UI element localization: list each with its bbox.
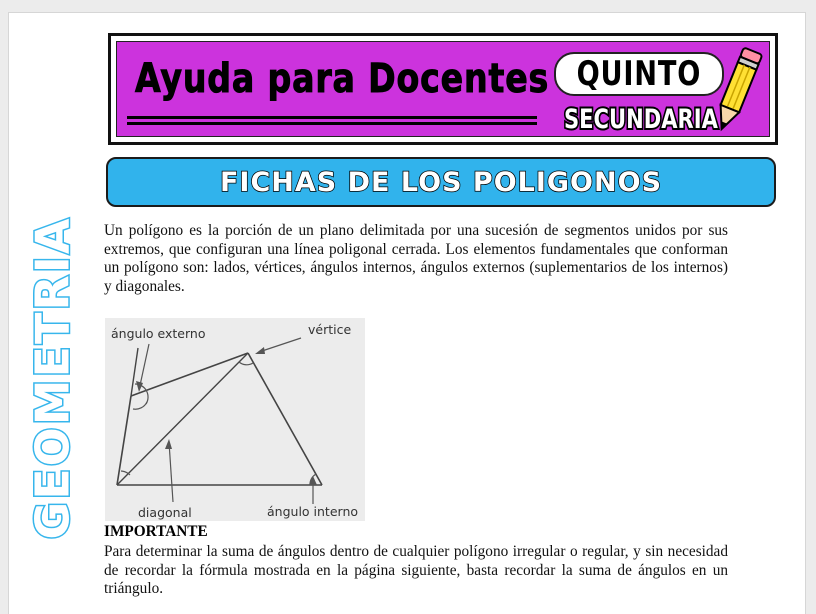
banner-stripe xyxy=(127,122,537,125)
intro-paragraph: Un polígono es la porción de un plano delimitada por una sucesión de segmentos unidos por sus extremos, que configuran una línea poligonal cerrada. Los elementos fundamentales que conforman un polígono son: lados, vértices, ángulos internos, ángulos externos (suplementarios de los internos) y diagonales. xyxy=(104,222,728,295)
diagonal-label: diagonal xyxy=(138,505,192,520)
pencil-icon xyxy=(709,44,765,138)
section-title-bar xyxy=(106,157,776,207)
banner-stripe xyxy=(127,116,537,119)
vertex-label: vértice xyxy=(308,322,352,337)
header-banner xyxy=(108,33,778,145)
polygon-diagram xyxy=(105,318,365,521)
grade-text: QUINTO xyxy=(576,54,702,94)
side-subject-text: GEOMETRIA xyxy=(25,216,79,539)
important-heading: IMPORTANTE xyxy=(104,523,208,540)
banner-title: Ayuda para Docentes xyxy=(135,56,550,102)
side-subject-label xyxy=(26,210,78,545)
important-paragraph: Para determinar la suma de ángulos dentro de cualquier polígono irregular o regular, y sin necesidad de recordar la fórmula mostrada en la página siguiente, basta recordar la suma de ángulos en un triángulo. xyxy=(104,543,728,597)
section-title: FICHAS DE LOS POLIGONOS xyxy=(219,166,663,198)
banner-background xyxy=(116,41,770,137)
grade-badge xyxy=(554,52,724,96)
level-text: SECUNDARIA xyxy=(564,104,718,135)
external-angle-label: ángulo externo xyxy=(111,326,206,341)
internal-angle-label: ángulo interno xyxy=(267,504,359,519)
polygon-figure xyxy=(105,318,365,521)
